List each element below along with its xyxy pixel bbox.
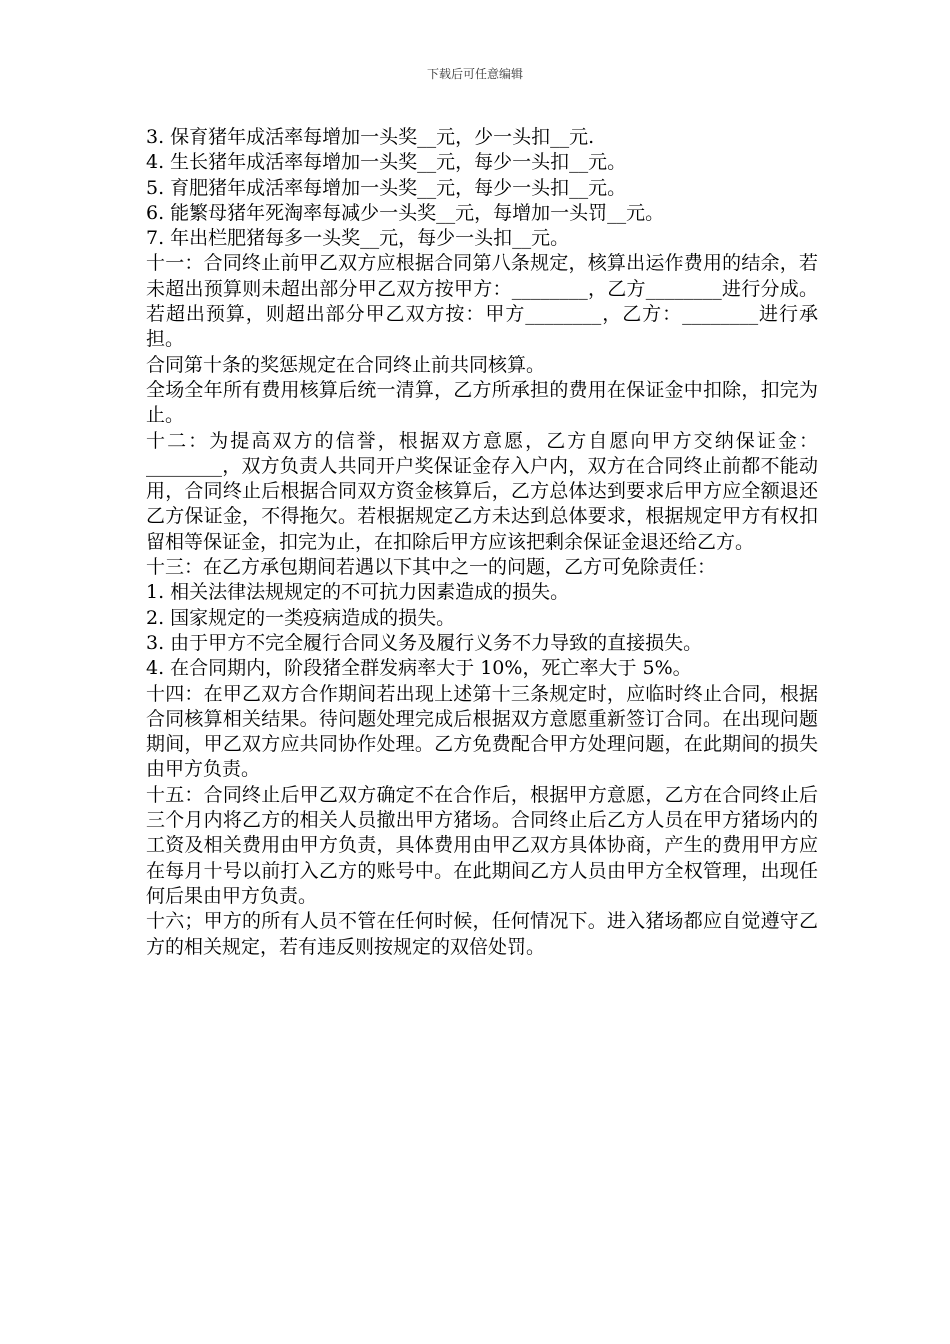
clause-13-item-3: 3. 由于甲方不完全履行合同义务及履行义务不力导致的直接损失。 (146, 631, 703, 654)
clause-14: 十四：在甲乙双方合作期间若出现上述第十三条规定时，应临时终止合同，根据合同核算相关结果。待问题处理完成后根据双方意愿重新签订合同。在出现问题期间，甲乙双方应共同协作处理。乙方免费配合甲方处理问题，在此期间的损失由甲方负责。 (146, 682, 818, 781)
clause-11: 十一：合同终止前甲乙双方应根据合同第八条规定，核算出运作费用的结余，若未超出预算则未超出部分甲乙双方按甲方：________，乙方________进行分成。若超出预算，则超出部分甲乙双方按：甲方________，乙方：________进行承担。 (146, 252, 818, 351)
clause-13-item-1: 1. 相关法律法规规定的不可抗力因素造成的损失。 (146, 581, 570, 604)
reward-item-3: 3. 保育猪年成活率每增加一头奖__元，少一头扣__元. (146, 126, 595, 148)
reward-item-5: 5. 育肥猪年成活率每增加一头奖__元，每少一头扣__元。 (146, 176, 627, 199)
document-body (146, 125, 818, 960)
clause-12: 十二：为提高双方的信誉，根据双方意愿，乙方自愿向甲方交纳保证金：________，双方负责人共同开户奖保证金存入户内，双方在合同终止前都不能动用，合同终止后根据合同双方资金核算后，乙方总体达到要求后甲方应全额退还乙方保证金，不得拖欠。若根据规定乙方未达到总体要求，根据规定甲方有权扣留相等保证金，扣完为止，在扣除后甲方应该把剩余保证金退还给乙方。 (146, 429, 818, 553)
clause-13-intro: 十三：在乙方承包期间若遇以下其中之一的问题，乙方可免除责任： (146, 556, 717, 579)
clause-16: 十六；甲方的所有人员不管在任何时候，任何情况下。进入猪场都应自觉遵守乙方的相关规定，若有违反则按规定的双倍处罚。 (146, 910, 818, 958)
note-annual-settlement: 全场全年所有费用核算后统一清算，乙方所承担的费用在保证金中扣除，扣完为止。 (146, 378, 818, 427)
clause-15: 十五：合同终止后甲乙双方确定不在合作后，根据甲方意愿，乙方在合同终止后三个月内将乙方的相关人员撤出甲方猪场。合同终止后乙方人员在甲方猪场内的工资及相关费用由甲方负责，具体费用由甲乙双方具体协商，产生的费用甲方应在每月十号以前打入乙方的账号中。在此期间乙方人员由甲方全权管理，出现任何后果由甲方负责。 (146, 783, 818, 907)
page-header: 下载后可任意编辑 (426, 67, 523, 81)
reward-item-6: 6. 能繁母猪年死淘率每减少一头奖__元，每增加一头罚__元。 (146, 201, 665, 224)
reward-item-7: 7. 年出栏肥猪每多一头奖__元，每少一头扣__元。 (146, 227, 570, 250)
reward-item-4: 4. 生长猪年成活率每增加一头奖__元，每少一头扣__元。 (146, 151, 627, 174)
note-reward-accounting: 合同第十条的奖惩规定在合同终止前共同核算。 (146, 353, 546, 376)
clause-13-item-4: 4. 在合同期内，阶段猪全群发病率大于 10%，死亡率大于 5%。 (146, 657, 692, 680)
clause-13-item-2: 2. 国家规定的一类疫病造成的损失。 (146, 606, 456, 629)
